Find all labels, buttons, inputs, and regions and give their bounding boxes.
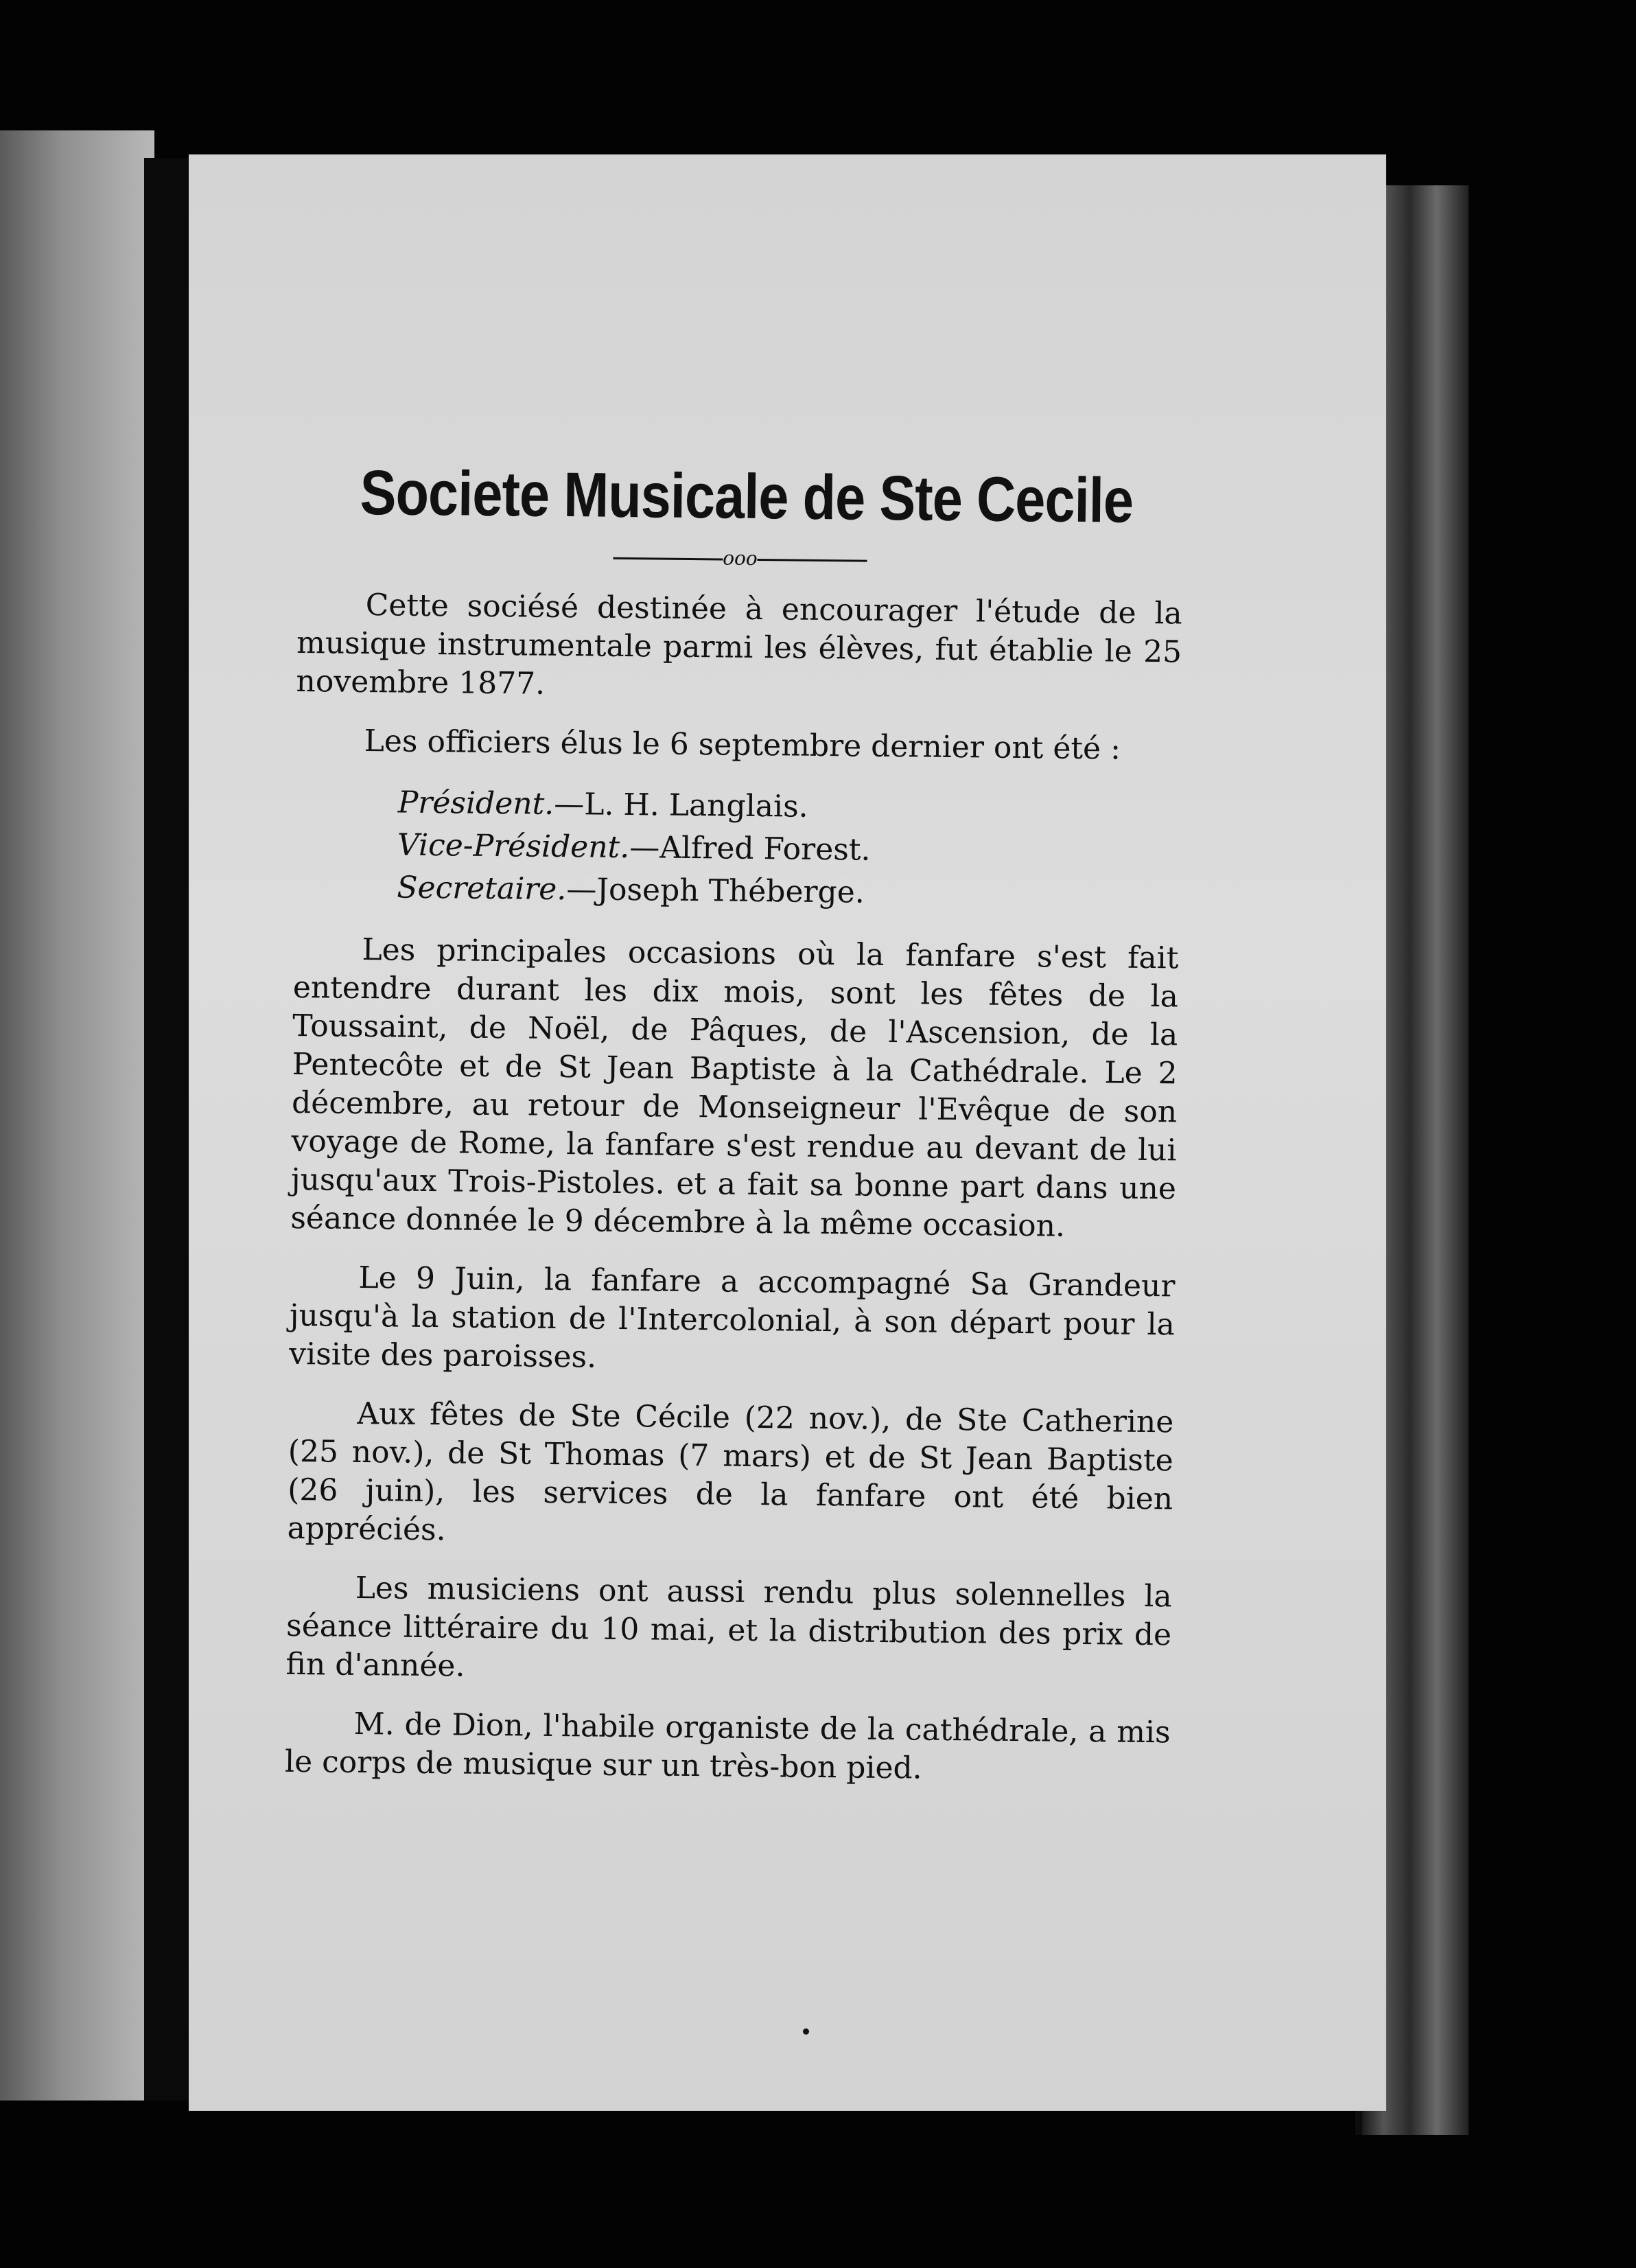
paragraph-june: Le 9 Juin, la fanfare a accompagné Sa Grandeur jusqu'à la station de l'Intercolonial, à son départ pour la visite des paroisses.	[289, 1260, 1176, 1375]
officer-secretary	[397, 867, 1180, 918]
paragraph-occasions: Les principales occasions où la fanfare s'est fait entendre durant les dix mois, sont les fêtes de la Toussaint, de Noël, de Pâques, de l'Ascension, de la Pentecôte et de St Jean Baptiste à la Cathédrale. Le 2 décembre, au retour de Monseigneur l'Evêque de son voyage de Rome, la fanfare s'est rendue au devant de lui jusqu'aux Trois-Pistoles. et a fait sa bonne part dans une séance donnée le 9 décembre à la même occasion.	[290, 932, 1179, 1244]
officer-separator: —	[629, 830, 660, 866]
officer-role: Secretaire.	[397, 870, 567, 907]
paragraph-feasts: Aux fêtes de Ste Cécile (22 nov.), de Ste Catherine (25 nov.), de St Thomas (7 mars) et de St Jean Baptiste (26 juin), les services de la fanfare ont été bien appréciés.	[287, 1396, 1174, 1548]
officer-role: Président.	[397, 785, 554, 822]
officer-separator: —	[566, 872, 597, 907]
officer-separator: —	[553, 786, 585, 822]
document-title: Societe Musicale de Ste Cecile	[360, 457, 1134, 536]
officer-name: Joseph Théberge.	[596, 872, 865, 910]
book-page	[189, 154, 1386, 2111]
title-ornament	[297, 542, 1182, 575]
officer-role: Vice-Président.	[397, 827, 630, 866]
dust-speck	[803, 2028, 809, 2035]
paragraph-musicians: Les musiciens ont aussi rendu plus solennelles la séance littéraire du 10 mai, et la distribution des prix de fin d'année.	[285, 1570, 1172, 1684]
officers-list	[294, 780, 1180, 917]
left-page-edge	[0, 130, 154, 2101]
paragraph-organist: M. de Dion, l'habile organiste de la cathédrale, a mis le corps de musique sur un très-bon pied.	[284, 1706, 1171, 1786]
paragraph-officers-intro: Les officiers élus le 6 septembre dernier ont été :	[364, 724, 1121, 767]
ornament-text: ooo	[723, 546, 758, 570]
officer-name: Alfred Forest.	[659, 830, 871, 868]
ornament-rule-left	[613, 557, 723, 561]
paragraph-intro: Cette sociésé destinée à encourager l'étude de la musique instrumentale parmi les élèves, fut établie le 25 novembre 1877.	[296, 588, 1182, 702]
ornament-rule-right	[758, 559, 867, 562]
document-body	[284, 456, 1183, 1811]
officer-name: L. H. Langlais.	[583, 787, 808, 824]
book-gutter	[144, 158, 192, 2101]
